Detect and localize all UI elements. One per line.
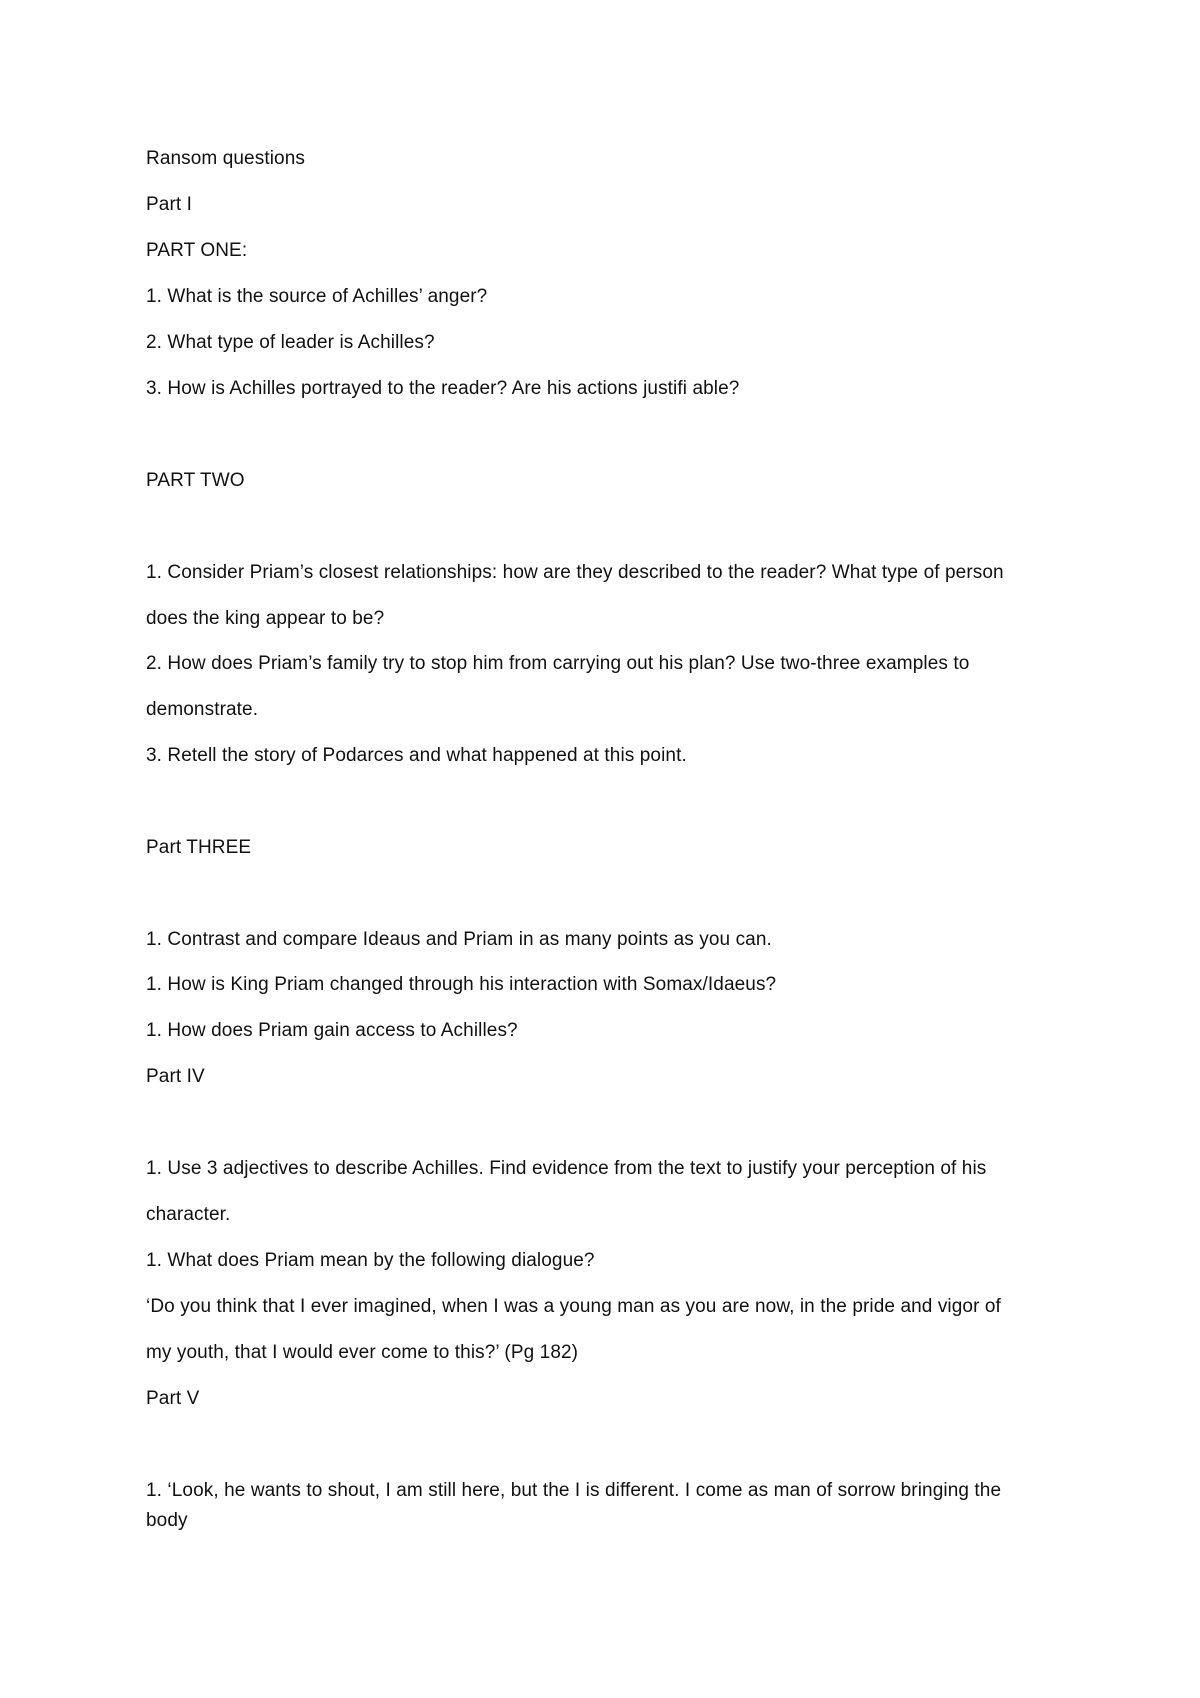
- quote-line: my youth, that I would ever come to this?’ (Pg 182): [146, 1342, 579, 1363]
- part-five-heading: Part V: [146, 1388, 200, 1409]
- question-line: 2. What type of leader is Achilles?: [146, 332, 435, 353]
- document-title: Ransom questions: [146, 148, 305, 169]
- question-line: 1. How does Priam gain access to Achilles?: [146, 1020, 518, 1041]
- question-line: character.: [146, 1204, 231, 1225]
- question-line: 1. What does Priam mean by the following dialogue?: [146, 1250, 595, 1271]
- question-line: does the king appear to be?: [146, 608, 385, 629]
- question-line: 1. Use 3 adjectives to describe Achilles. Find evidence from the text to justify your perception of his: [146, 1158, 987, 1179]
- question-line: demonstrate.: [146, 699, 259, 720]
- part-two-heading: PART TWO: [146, 470, 245, 491]
- question-line: 3. How is Achilles portrayed to the reader? Are his actions justifi able?: [146, 378, 740, 399]
- question-line: 3. Retell the story of Podarces and what happened at this point.: [146, 745, 687, 766]
- question-line: 1. Contrast and compare Ideaus and Priam in as many points as you can.: [146, 929, 772, 950]
- question-line: 2. How does Priam’s family try to stop him from carrying out his plan? Use two-three examples to: [146, 653, 970, 674]
- part-four-heading: Part IV: [146, 1066, 205, 1087]
- part-one-heading: PART ONE:: [146, 240, 248, 261]
- part-three-heading: Part THREE: [146, 837, 252, 858]
- part-label: Part I: [146, 194, 193, 215]
- quote-line: ‘Do you think that I ever imagined, when I was a young man as you are now, in the pride and vigor of: [146, 1296, 1001, 1317]
- question-line: 1. How is King Priam changed through his interaction with Somax/Idaeus?: [146, 974, 777, 995]
- question-line: 1. What is the source of Achilles’ anger?: [146, 286, 488, 307]
- question-line: 1. Consider Priam’s closest relationships: how are they described to the reader? What type of person: [146, 562, 1004, 583]
- question-line: 1. ‘Look, he wants to shout, I am still here, but the I is different. I come as man of sorrow bringing the: [146, 1480, 1002, 1501]
- question-line: body: [146, 1510, 188, 1531]
